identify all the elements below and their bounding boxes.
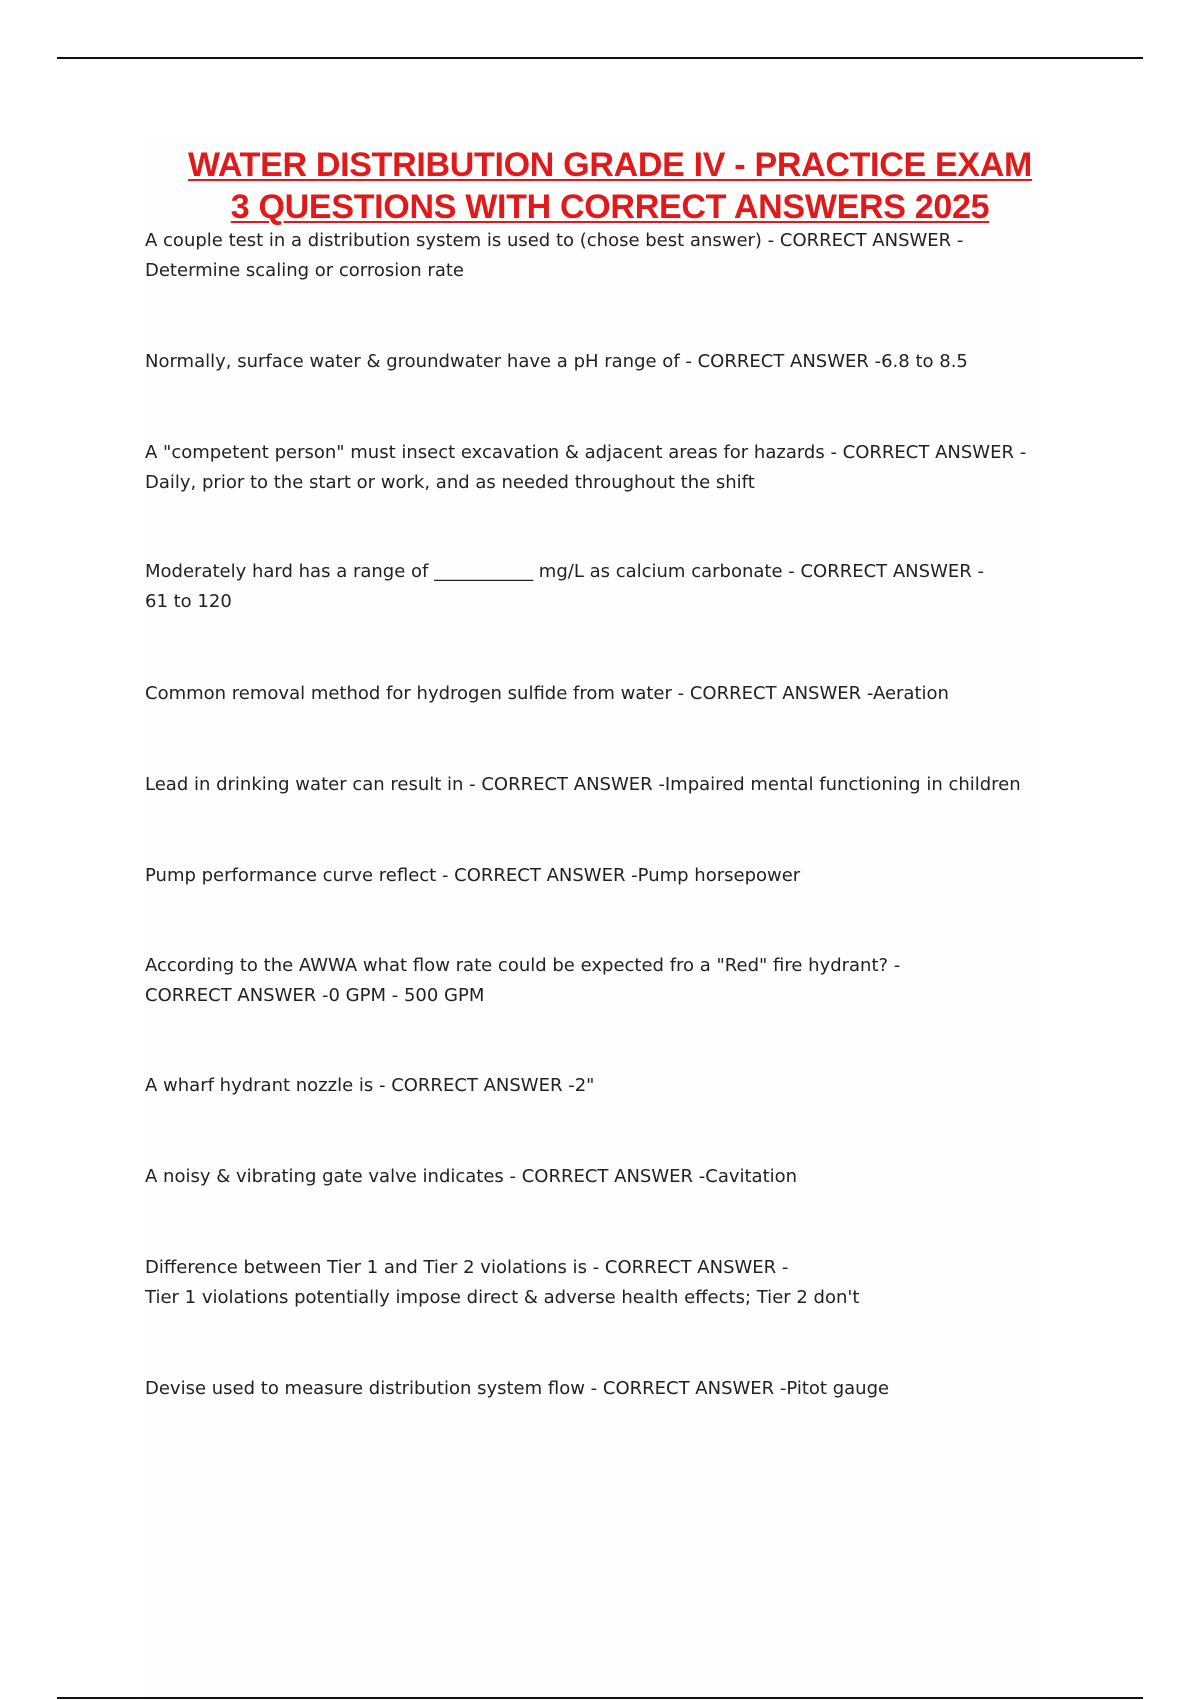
qa-item: Moderately hard has a range of ___________ mg/L as calcium carbonate - CORRECT ANSWER - 61 to 120 [145, 561, 984, 612]
document-title [140, 144, 1080, 228]
qa-item: A couple test in a distribution system is used to (chose best answer) - CORRECT ANSWER - Determine scaling or corrosion rate [145, 230, 964, 281]
qa-item: A "competent person" must insect excavation & adjacent areas for hazards - CORRECT ANSWER - Daily, prior to the start or work, and as needed throughout the shift [145, 442, 1027, 493]
bottom-divider [57, 1697, 1143, 1699]
top-divider [57, 57, 1143, 59]
qa-item: Lead in drinking water can result in - CORRECT ANSWER -Impaired mental functioning in children [145, 774, 1021, 795]
title-line-2: 3 QUESTIONS WITH CORRECT ANSWERS 2025 [230, 188, 990, 226]
qa-item: Common removal method for hydrogen sulfide from water - CORRECT ANSWER -Aeration [145, 683, 949, 704]
qa-item: A wharf hydrant nozzle is - CORRECT ANSWER -2" [145, 1075, 595, 1096]
title-line-1: WATER DISTRIBUTION GRADE IV - PRACTICE EXAM [187, 146, 1033, 184]
qa-item: Pump performance curve reflect - CORRECT ANSWER -Pump horsepower [145, 865, 801, 886]
qa-item: Devise used to measure distribution system flow - CORRECT ANSWER -Pitot gauge [145, 1378, 890, 1399]
qa-item: According to the AWWA what flow rate could be expected fro a "Red" fire hydrant? - CORRECT ANSWER -0 GPM - 500 GPM [145, 955, 901, 1006]
qa-item: Normally, surface water & groundwater have a pH range of - CORRECT ANSWER -6.8 to 8.5 [145, 351, 968, 372]
qa-item: Difference between Tier 1 and Tier 2 violations is - CORRECT ANSWER - Tier 1 violations potentially impose direct & adverse health effects; Tier 2 don't [145, 1257, 860, 1308]
qa-item: A noisy & vibrating gate valve indicates - CORRECT ANSWER -Cavitation [145, 1166, 798, 1187]
